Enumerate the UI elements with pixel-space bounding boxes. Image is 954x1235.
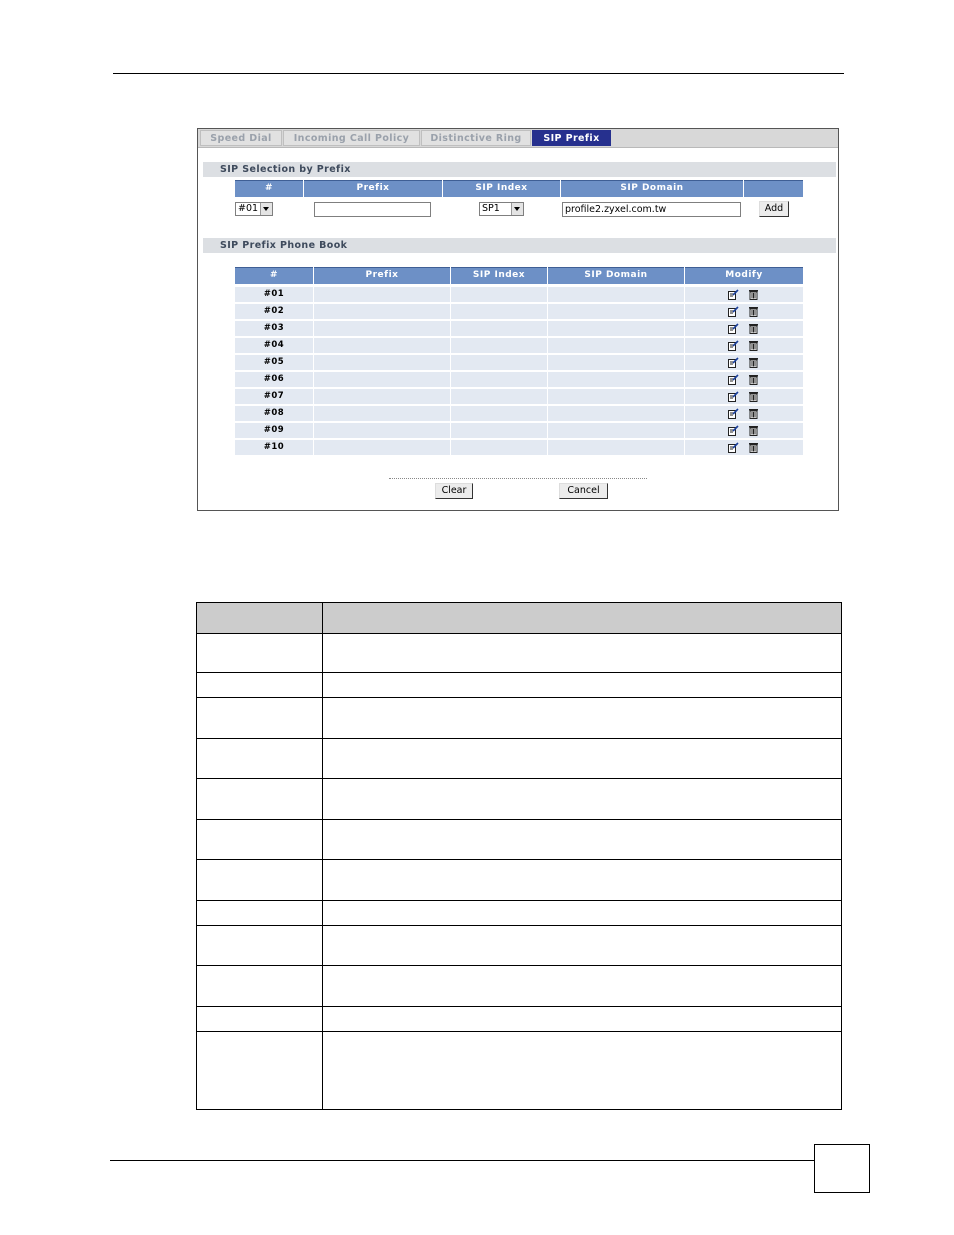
- row-prefix: [314, 355, 450, 370]
- table-row: [235, 355, 803, 370]
- clear-button[interactable]: Clear: [435, 483, 473, 499]
- edit-icon[interactable]: [728, 323, 739, 334]
- row-modify: [685, 338, 803, 353]
- trash-icon[interactable]: [748, 323, 759, 334]
- row-sip-domain: [548, 440, 684, 455]
- row-modify: [685, 372, 803, 387]
- edit-icon[interactable]: [728, 340, 739, 351]
- selection-header-action: [744, 180, 803, 197]
- row-sip-index: [451, 304, 547, 319]
- row-prefix: [314, 321, 450, 336]
- row-modify: [685, 304, 803, 319]
- chevron-down-icon: [260, 203, 272, 215]
- row-divider: [197, 633, 841, 634]
- section-phone-book: SIP Prefix Phone Book: [203, 238, 836, 253]
- edit-icon[interactable]: [728, 408, 739, 419]
- phonebook-header-sip-domain: SIP Domain: [548, 267, 684, 284]
- row-sip-index: [451, 338, 547, 353]
- sip-domain-input[interactable]: profile2.zyxel.com.tw: [562, 202, 741, 217]
- row-prefix: [314, 372, 450, 387]
- row-number: #09: [235, 423, 313, 438]
- table-row: [235, 338, 803, 353]
- row-divider: [197, 859, 841, 860]
- phonebook-header-modify: Modify: [685, 267, 803, 284]
- row-divider: [197, 672, 841, 673]
- row-sip-index: [451, 287, 547, 302]
- row-modify: [685, 389, 803, 404]
- table-row: [235, 304, 803, 319]
- sip-prefix-screen: [197, 128, 839, 511]
- row-sip-index: [451, 406, 547, 421]
- row-modify: [685, 321, 803, 336]
- table-row: [235, 321, 803, 336]
- row-sip-index: [451, 372, 547, 387]
- prefix-input[interactable]: [314, 202, 431, 217]
- tab-speed-dial[interactable]: Speed Dial: [200, 130, 282, 146]
- row-number: #05: [235, 355, 313, 370]
- row-divider: [197, 900, 841, 901]
- tab-bar: [198, 129, 838, 148]
- row-sip-domain: [548, 321, 684, 336]
- row-number: #03: [235, 321, 313, 336]
- trash-icon[interactable]: [748, 357, 759, 368]
- row-sip-index: [451, 423, 547, 438]
- phonebook-header-sip-index: SIP Index: [451, 267, 547, 284]
- index-select[interactable]: [235, 202, 273, 216]
- row-divider: [197, 738, 841, 739]
- trash-icon[interactable]: [748, 442, 759, 453]
- row-modify: [685, 287, 803, 302]
- row-number: #06: [235, 372, 313, 387]
- trash-icon[interactable]: [748, 374, 759, 385]
- selection-header-sip-index: SIP Index: [443, 180, 560, 197]
- trash-icon[interactable]: [748, 391, 759, 402]
- tab-incoming-call-policy[interactable]: Incoming Call Policy: [283, 130, 420, 146]
- phonebook-header-prefix: Prefix: [314, 267, 450, 284]
- chevron-down-icon: [511, 203, 523, 215]
- selection-header-sip-domain: SIP Domain: [561, 180, 743, 197]
- row-modify: [685, 406, 803, 421]
- row-divider: [197, 778, 841, 779]
- row-number: #01: [235, 287, 313, 302]
- row-prefix: [314, 304, 450, 319]
- edit-icon[interactable]: [728, 442, 739, 453]
- edit-icon[interactable]: [728, 374, 739, 385]
- sip-index-select-value: SP1: [482, 203, 500, 214]
- trash-icon[interactable]: [748, 306, 759, 317]
- row-sip-index: [451, 355, 547, 370]
- row-prefix: [314, 440, 450, 455]
- bottom-rule: [110, 1160, 815, 1161]
- table-row: [235, 423, 803, 438]
- row-prefix: [314, 338, 450, 353]
- column-divider: [322, 603, 323, 1109]
- sip-index-select[interactable]: [479, 202, 524, 216]
- phonebook-header-index: #: [235, 267, 313, 284]
- row-number: #04: [235, 338, 313, 353]
- add-button[interactable]: Add: [759, 201, 789, 217]
- table-row: [235, 372, 803, 387]
- edit-icon[interactable]: [728, 289, 739, 300]
- trash-icon[interactable]: [748, 408, 759, 419]
- row-sip-index: [451, 321, 547, 336]
- row-sip-domain: [548, 389, 684, 404]
- row-sip-domain: [548, 372, 684, 387]
- tab-sip-prefix[interactable]: SIP Prefix: [532, 130, 611, 146]
- row-divider: [197, 965, 841, 966]
- row-divider: [197, 819, 841, 820]
- cancel-button[interactable]: Cancel: [559, 483, 608, 499]
- row-modify: [685, 423, 803, 438]
- row-prefix: [314, 423, 450, 438]
- divider: [389, 478, 647, 479]
- row-sip-domain: [548, 355, 684, 370]
- row-prefix: [314, 287, 450, 302]
- selection-header-prefix: Prefix: [304, 180, 442, 197]
- row-sip-index: [451, 440, 547, 455]
- row-number: #02: [235, 304, 313, 319]
- edit-icon[interactable]: [728, 357, 739, 368]
- description-table: [196, 602, 842, 1110]
- table-row: [235, 406, 803, 421]
- table-row: [235, 389, 803, 404]
- row-sip-domain: [548, 287, 684, 302]
- edit-icon[interactable]: [728, 391, 739, 402]
- trash-icon[interactable]: [748, 340, 759, 351]
- row-sip-index: [451, 389, 547, 404]
- row-number: #10: [235, 440, 313, 455]
- row-sip-domain: [548, 406, 684, 421]
- row-divider: [197, 1006, 841, 1007]
- index-select-value: #01: [238, 203, 259, 214]
- row-modify: [685, 355, 803, 370]
- table-row: [235, 287, 803, 302]
- row-sip-domain: [548, 304, 684, 319]
- row-prefix: [314, 406, 450, 421]
- row-modify: [685, 440, 803, 455]
- section-sip-selection: SIP Selection by Prefix: [203, 162, 836, 177]
- selection-header-index: #: [235, 180, 303, 197]
- trash-icon[interactable]: [748, 289, 759, 300]
- row-prefix: [314, 389, 450, 404]
- description-table-header: [197, 603, 841, 633]
- tab-distinctive-ring[interactable]: Distinctive Ring: [421, 130, 531, 146]
- table-row: [235, 440, 803, 455]
- top-rule: [113, 73, 844, 74]
- row-divider: [197, 1031, 841, 1032]
- edit-icon[interactable]: [728, 306, 739, 317]
- row-number: #07: [235, 389, 313, 404]
- edit-icon[interactable]: [728, 425, 739, 436]
- trash-icon[interactable]: [748, 425, 759, 436]
- row-sip-domain: [548, 423, 684, 438]
- page-number-box: [814, 1144, 870, 1193]
- row-divider: [197, 697, 841, 698]
- row-divider: [197, 925, 841, 926]
- row-sip-domain: [548, 338, 684, 353]
- row-number: #08: [235, 406, 313, 421]
